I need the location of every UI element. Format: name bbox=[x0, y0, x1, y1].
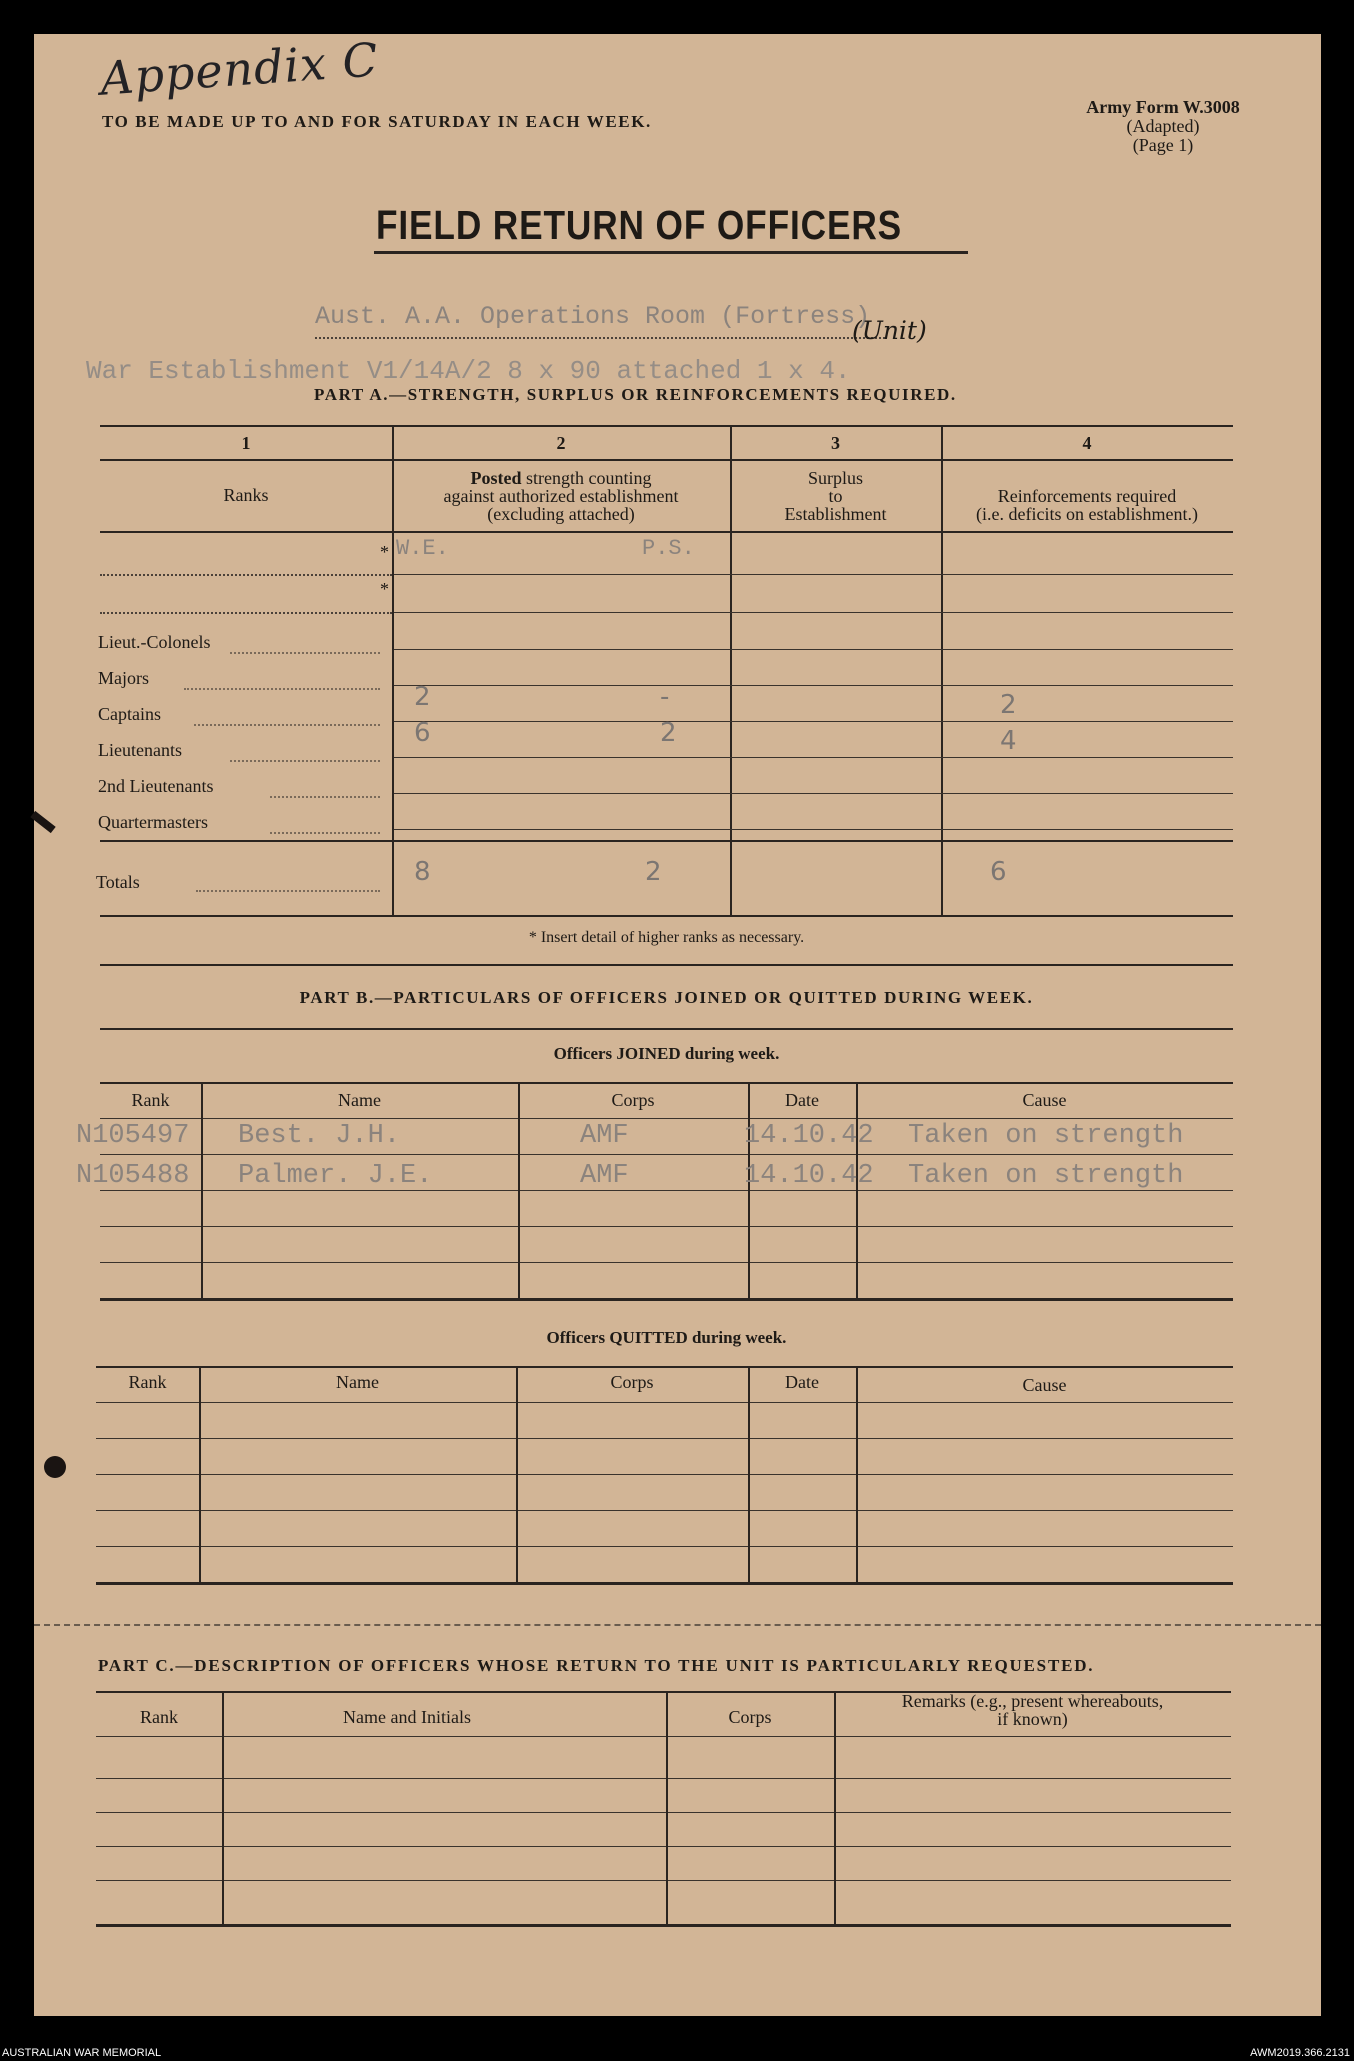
binding-mark bbox=[44, 1456, 66, 1478]
quitted-col-corps: Corps bbox=[610, 1372, 654, 1392]
joined-col-date: Date bbox=[785, 1090, 819, 1110]
rank-row-label: Lieut.-Colonels bbox=[98, 632, 211, 652]
joined-row-1-corps: AMF bbox=[580, 1121, 629, 1151]
col-head-ranks: Ranks bbox=[223, 485, 269, 505]
unit-label: (Unit) bbox=[852, 316, 927, 345]
perforation-line bbox=[34, 1624, 1321, 1626]
joined-col-corps: Corps bbox=[611, 1090, 655, 1110]
handwritten-heading: Appendix C bbox=[98, 32, 381, 106]
joined-row-2-name: Palmer. J.E. bbox=[238, 1161, 433, 1191]
joined-row-2-corps: AMF bbox=[580, 1161, 629, 1191]
instruction-text: TO BE MADE UP TO AND FOR SATURDAY IN EACH WEEK. bbox=[102, 112, 652, 131]
col-number-4: 4 bbox=[1082, 433, 1092, 453]
joined-row-1-cause: Taken on strength bbox=[908, 1121, 1184, 1151]
lieutenants-we: 6 bbox=[414, 718, 431, 748]
joined-row-2-cause: Taken on strength bbox=[908, 1161, 1184, 1191]
totals-we: 8 bbox=[414, 857, 431, 887]
sub-ps: P.S. bbox=[642, 536, 695, 561]
archive-left-caption: AUSTRALIAN WAR MEMORIAL bbox=[2, 2047, 162, 2059]
part-c-col-name: Name and Initials bbox=[343, 1707, 471, 1727]
part-c-col-rank: Rank bbox=[140, 1707, 178, 1727]
joined-row-2-rank: N105488 bbox=[76, 1161, 190, 1191]
footnote: * Insert detail of higher ranks as necessary. bbox=[528, 929, 805, 946]
joined-row-1-name: Best. J.H. bbox=[238, 1121, 401, 1151]
war-establishment: War Establishment V1/14A/2 8 x 90 attached 1 x 4. bbox=[86, 356, 851, 386]
part-c-col-remarks: Remarks (e.g., present whereabouts, if known) bbox=[901, 1691, 1164, 1729]
col-head-posted: Posted strength counting against authorized establishment (excluding attached) bbox=[443, 468, 679, 524]
joined-col-name: Name bbox=[338, 1090, 381, 1110]
part-c-heading: PART C.—DESCRIPTION OF OFFICERS WHOSE RETURN TO THE UNIT IS PARTICULARLY REQUESTED. bbox=[98, 1656, 1095, 1675]
col-head-surplus: Surplus to Establishment bbox=[784, 468, 887, 524]
quitted-col-rank: Rank bbox=[128, 1372, 167, 1392]
col-number-1: 1 bbox=[241, 433, 251, 453]
quitted-col-date: Date bbox=[785, 1372, 819, 1392]
joined-col-rank: Rank bbox=[131, 1090, 170, 1110]
title-underline bbox=[374, 251, 968, 254]
form-number: Army Form W.3008 bbox=[1086, 97, 1240, 117]
joined-row-1-date: 14.10.42 bbox=[744, 1121, 874, 1151]
quitted-col-cause: Cause bbox=[1022, 1375, 1067, 1395]
col-head-reinforcements: Reinforcements required (i.e. deficits on establishment.) bbox=[976, 486, 1198, 524]
joined-row-2-date: 14.10.42 bbox=[744, 1161, 874, 1191]
captains-we: 2 bbox=[414, 682, 431, 712]
col-number-2: 2 bbox=[556, 433, 566, 453]
form-page: (Page 1) bbox=[1132, 135, 1194, 155]
quitted-col-name: Name bbox=[336, 1372, 379, 1392]
totals-reinf: 6 bbox=[990, 857, 1007, 887]
archive-right-caption: AWM2019.366.2131 bbox=[1250, 2047, 1350, 2059]
captains-reinf: 2 bbox=[1000, 690, 1017, 720]
part-a-heading: PART A.—STRENGTH, SURPLUS OR REINFORCEMENTS REQUIRED. bbox=[314, 385, 957, 404]
joined-row-1-rank: N105497 bbox=[76, 1121, 190, 1151]
quitted-title: Officers QUITTED during week. bbox=[546, 1328, 787, 1347]
part-b-heading: PART B.—PARTICULARS OF OFFICERS JOINED OR QUITTED DURING WEEK. bbox=[299, 988, 1034, 1007]
part-c-col-corps: Corps bbox=[728, 1707, 772, 1727]
star-mark: * bbox=[380, 579, 389, 599]
joined-title: Officers JOINED during week. bbox=[553, 1044, 780, 1063]
star-mark: * bbox=[380, 542, 389, 562]
rank-row-label: Lieutenants bbox=[98, 740, 182, 760]
form-adapted: (Adapted) bbox=[1126, 116, 1200, 136]
totals-label: Totals bbox=[96, 872, 140, 892]
sub-we: W.E. bbox=[396, 536, 449, 561]
lieutenants-ps: 2 bbox=[660, 718, 677, 748]
binding-mark bbox=[30, 811, 55, 833]
rank-row-label: Captains bbox=[98, 704, 161, 724]
rank-row-label: Majors bbox=[98, 668, 149, 688]
page-title: FIELD RETURN OF OFFICERS bbox=[376, 202, 903, 248]
unit-dotted-line bbox=[315, 337, 885, 339]
rank-row-label: Quartermasters bbox=[98, 812, 208, 832]
captains-ps: - bbox=[660, 682, 670, 712]
joined-col-cause: Cause bbox=[1022, 1090, 1067, 1110]
col-number-3: 3 bbox=[831, 433, 840, 453]
rank-row-label: 2nd Lieutenants bbox=[98, 776, 214, 796]
form-reference bbox=[1048, 98, 1278, 155]
form-sheet bbox=[34, 34, 1321, 2016]
totals-ps: 2 bbox=[645, 857, 662, 887]
lieutenants-reinf: 4 bbox=[1000, 726, 1017, 756]
unit-value: Aust. A.A. Operations Room (Fortress) bbox=[315, 302, 871, 331]
